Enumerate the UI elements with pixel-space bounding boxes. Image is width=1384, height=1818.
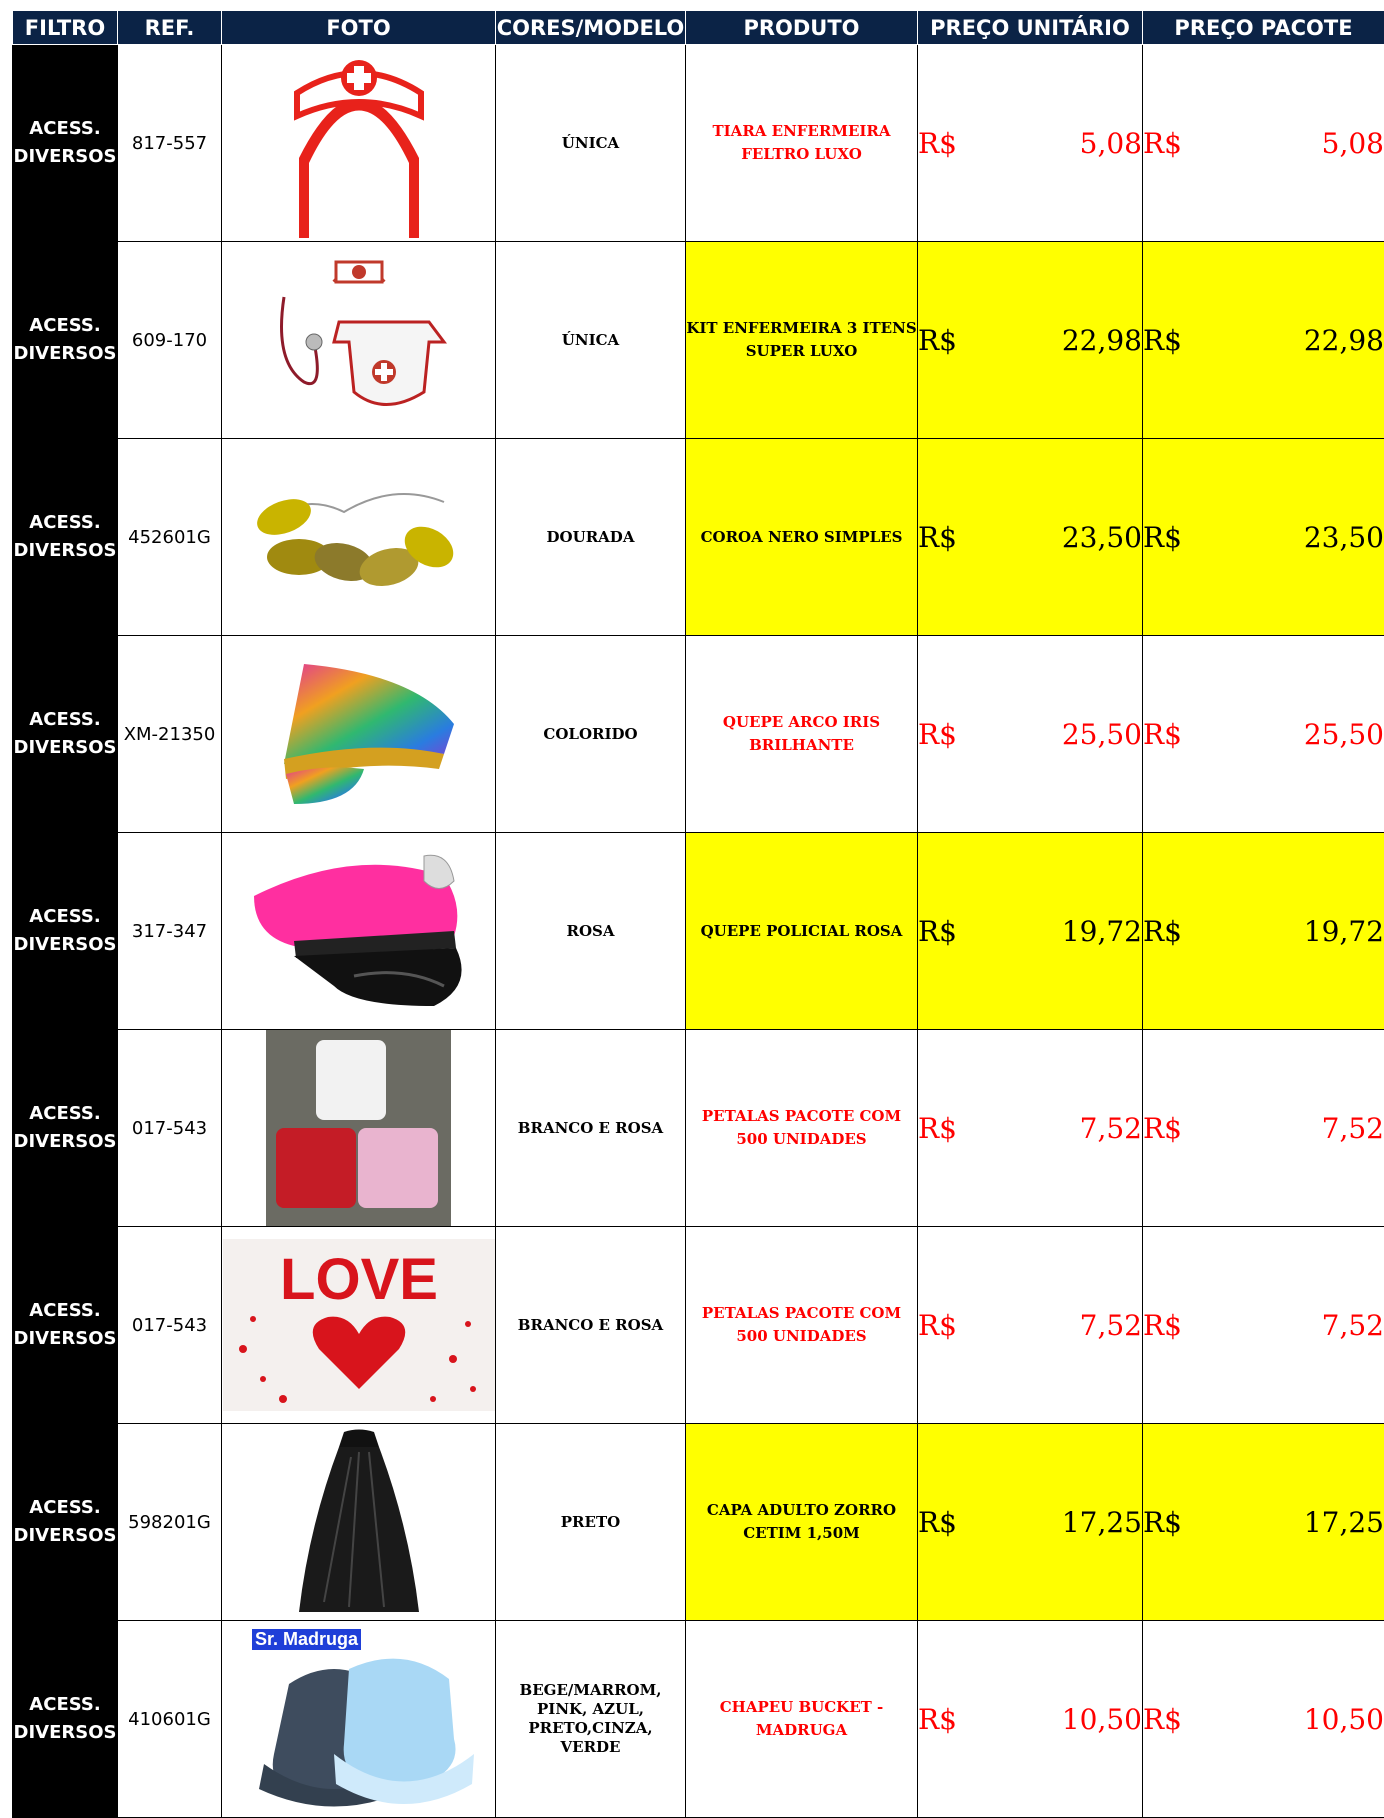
preco-pacote-value: 25,50 bbox=[1304, 718, 1384, 751]
ref-cell: 817-557 bbox=[118, 45, 222, 242]
header-foto[interactable]: FOTO bbox=[222, 11, 496, 45]
produto-cell: QUEPE ARCO IRIS BRILHANTE bbox=[686, 636, 918, 833]
header-cores[interactable]: CORES/MODELO bbox=[496, 11, 686, 45]
preco-unitario-cell bbox=[918, 1227, 1143, 1424]
filtro-line2: DIVERSOS bbox=[14, 1525, 117, 1546]
photo-cell bbox=[222, 242, 496, 439]
produto-cell: TIARA ENFERMEIRA FELTRO LUXO bbox=[686, 45, 918, 242]
preco-pacote-value: 23,50 bbox=[1304, 521, 1384, 554]
preco-pacote-cell bbox=[1143, 45, 1384, 242]
preco-unitario-cell bbox=[918, 242, 1143, 439]
cores-cell: DOURADA bbox=[496, 439, 686, 636]
header-preco-unitario[interactable]: PREÇO UNITÁRIO bbox=[918, 11, 1143, 45]
currency-symbol: R$ bbox=[918, 1112, 957, 1145]
preco-pacote-cell bbox=[1143, 242, 1384, 439]
preco-pacote-cell bbox=[1143, 833, 1384, 1030]
preco-unitario-value: 5,08 bbox=[1080, 127, 1142, 160]
header-row bbox=[13, 11, 1384, 45]
ref-cell: 598201G bbox=[118, 1424, 222, 1621]
preco-unitario-cell bbox=[918, 833, 1143, 1030]
filtro-line1: ACESS. bbox=[29, 906, 100, 927]
currency-symbol: R$ bbox=[918, 127, 957, 160]
filtro-line2: DIVERSOS bbox=[14, 1328, 117, 1349]
currency-symbol: R$ bbox=[1143, 915, 1182, 948]
preco-pacote-cell bbox=[1143, 439, 1384, 636]
filtro-line1: ACESS. bbox=[29, 315, 100, 336]
photo-cell bbox=[222, 1621, 496, 1818]
preco-pacote-value: 10,50 bbox=[1304, 1703, 1384, 1736]
preco-unitario-value: 17,25 bbox=[1062, 1506, 1142, 1539]
filtro-line2: DIVERSOS bbox=[14, 737, 117, 758]
cores-cell: ÚNICA bbox=[496, 242, 686, 439]
black-cape-image bbox=[289, 1427, 429, 1617]
filtro-cell bbox=[13, 439, 118, 636]
header-produto[interactable]: PRODUTO bbox=[686, 11, 918, 45]
cores-cell: ÚNICA bbox=[496, 45, 686, 242]
svg-text:LOVE: LOVE bbox=[280, 1247, 438, 1312]
nurse-headband-image bbox=[279, 48, 439, 238]
table-row bbox=[13, 1030, 1384, 1227]
cores-cell: BEGE/MARROM, PINK, AZUL, PRETO,CINZA, VERDE bbox=[496, 1621, 686, 1818]
produto-cell: CAPA ADULTO ZORRO CETIM 1,50M bbox=[686, 1424, 918, 1621]
ref-cell: 317-347 bbox=[118, 833, 222, 1030]
preco-unitario-cell bbox=[918, 45, 1143, 242]
produto-cell: CHAPEU BUCKET - MADRUGA bbox=[686, 1621, 918, 1818]
filtro-line2: DIVERSOS bbox=[14, 1131, 117, 1152]
preco-unitario-value: 19,72 bbox=[1062, 915, 1142, 948]
currency-symbol: R$ bbox=[1143, 1703, 1182, 1736]
preco-pacote-cell bbox=[1143, 1030, 1384, 1227]
photo-cell bbox=[222, 1424, 496, 1621]
filtro-cell bbox=[13, 1030, 118, 1227]
photo-cell bbox=[222, 1030, 496, 1227]
cores-cell: BRANCO E ROSA bbox=[496, 1227, 686, 1424]
filtro-cell bbox=[13, 45, 118, 242]
filtro-line1: ACESS. bbox=[29, 512, 100, 533]
petal-packs-image bbox=[266, 1030, 451, 1226]
ref-cell: XM-21350 bbox=[118, 636, 222, 833]
table-row bbox=[13, 636, 1384, 833]
table-row bbox=[13, 1424, 1384, 1621]
currency-symbol: R$ bbox=[918, 1506, 957, 1539]
produto-cell: QUEPE POLICIAL ROSA bbox=[686, 833, 918, 1030]
filtro-line1: ACESS. bbox=[29, 118, 100, 139]
currency-symbol: R$ bbox=[1143, 1506, 1182, 1539]
filtro-line1: ACESS. bbox=[29, 1694, 100, 1715]
table-row bbox=[13, 1621, 1384, 1818]
preco-unitario-value: 7,52 bbox=[1080, 1309, 1142, 1342]
product-photo-label: Sr. Madruga bbox=[252, 1629, 361, 1650]
photo-cell bbox=[222, 45, 496, 242]
currency-symbol: R$ bbox=[1143, 1309, 1182, 1342]
photo-cell bbox=[222, 833, 496, 1030]
product-price-table bbox=[12, 10, 1384, 1818]
currency-symbol: R$ bbox=[918, 324, 957, 357]
filtro-line2: DIVERSOS bbox=[14, 343, 117, 364]
preco-pacote-value: 22,98 bbox=[1304, 324, 1384, 357]
currency-symbol: R$ bbox=[918, 718, 957, 751]
filtro-line2: DIVERSOS bbox=[14, 146, 117, 167]
preco-pacote-value: 5,08 bbox=[1322, 127, 1384, 160]
filtro-cell bbox=[13, 1227, 118, 1424]
preco-pacote-cell bbox=[1143, 1424, 1384, 1621]
currency-symbol: R$ bbox=[918, 521, 957, 554]
filtro-line2: DIVERSOS bbox=[14, 934, 117, 955]
filtro-line1: ACESS. bbox=[29, 1300, 100, 1321]
photo-cell bbox=[222, 1227, 496, 1424]
table-row bbox=[13, 45, 1384, 242]
produto-cell: PETALAS PACOTE COM 500 UNIDADES bbox=[686, 1227, 918, 1424]
cores-cell: ROSA bbox=[496, 833, 686, 1030]
preco-pacote-value: 19,72 bbox=[1304, 915, 1384, 948]
table-row bbox=[13, 833, 1384, 1030]
header-preco-pacote[interactable]: PREÇO PACOTE bbox=[1143, 11, 1384, 45]
filtro-line2: DIVERSOS bbox=[14, 540, 117, 561]
nurse-kit-image bbox=[244, 242, 474, 438]
cores-cell: PRETO bbox=[496, 1424, 686, 1621]
preco-pacote-value: 17,25 bbox=[1304, 1506, 1384, 1539]
produto-cell: KIT ENFERMEIRA 3 ITENS SUPER LUXO bbox=[686, 242, 918, 439]
table-row bbox=[13, 439, 1384, 636]
ref-cell: 609-170 bbox=[118, 242, 222, 439]
header-filtro[interactable]: FILTRO bbox=[13, 11, 118, 45]
currency-symbol: R$ bbox=[1143, 521, 1182, 554]
currency-symbol: R$ bbox=[918, 915, 957, 948]
pink-police-cap-image bbox=[234, 836, 484, 1026]
preco-unitario-value: 10,50 bbox=[1062, 1703, 1142, 1736]
preco-unitario-cell bbox=[918, 636, 1143, 833]
filtro-line1: ACESS. bbox=[29, 709, 100, 730]
ref-cell: 017-543 bbox=[118, 1030, 222, 1227]
photo-cell bbox=[222, 636, 496, 833]
currency-symbol: R$ bbox=[1143, 718, 1182, 751]
preco-unitario-value: 22,98 bbox=[1062, 324, 1142, 357]
bucket-hats-image bbox=[244, 1624, 474, 1814]
preco-unitario-value: 23,50 bbox=[1062, 521, 1142, 554]
preco-unitario-cell bbox=[918, 1030, 1143, 1227]
cores-cell: COLORIDO bbox=[496, 636, 686, 833]
filtro-line1: ACESS. bbox=[29, 1497, 100, 1518]
photo-cell bbox=[222, 439, 496, 636]
currency-symbol: R$ bbox=[1143, 324, 1182, 357]
ref-cell: 410601G bbox=[118, 1621, 222, 1818]
table-row bbox=[13, 242, 1384, 439]
preco-unitario-value: 25,50 bbox=[1062, 718, 1142, 751]
rainbow-cap-image bbox=[244, 644, 474, 824]
filtro-cell bbox=[13, 1621, 118, 1818]
preco-unitario-value: 7,52 bbox=[1080, 1112, 1142, 1145]
cores-cell: BRANCO E ROSA bbox=[496, 1030, 686, 1227]
petal-love-heart-image bbox=[223, 1239, 495, 1411]
produto-cell: COROA NERO SIMPLES bbox=[686, 439, 918, 636]
filtro-line2: DIVERSOS bbox=[14, 1722, 117, 1743]
preco-unitario-cell bbox=[918, 1424, 1143, 1621]
ref-cell: 452601G bbox=[118, 439, 222, 636]
preco-unitario-cell bbox=[918, 1621, 1143, 1818]
preco-pacote-cell bbox=[1143, 1621, 1384, 1818]
currency-symbol: R$ bbox=[918, 1309, 957, 1342]
currency-symbol: R$ bbox=[1143, 127, 1182, 160]
preco-pacote-cell bbox=[1143, 1227, 1384, 1424]
currency-symbol: R$ bbox=[1143, 1112, 1182, 1145]
preco-pacote-value: 7,52 bbox=[1322, 1112, 1384, 1145]
preco-pacote-cell bbox=[1143, 636, 1384, 833]
preco-pacote-value: 7,52 bbox=[1322, 1309, 1384, 1342]
produto-cell: PETALAS PACOTE COM 500 UNIDADES bbox=[686, 1030, 918, 1227]
currency-symbol: R$ bbox=[918, 1703, 957, 1736]
filtro-cell bbox=[13, 242, 118, 439]
preco-unitario-cell bbox=[918, 439, 1143, 636]
gold-leaf-crown-image bbox=[244, 462, 474, 612]
filtro-cell bbox=[13, 1424, 118, 1621]
header-ref[interactable]: REF. bbox=[118, 11, 222, 45]
filtro-cell bbox=[13, 636, 118, 833]
filtro-line1: ACESS. bbox=[29, 1103, 100, 1124]
table-row bbox=[13, 1227, 1384, 1424]
ref-cell: 017-543 bbox=[118, 1227, 222, 1424]
filtro-cell bbox=[13, 833, 118, 1030]
